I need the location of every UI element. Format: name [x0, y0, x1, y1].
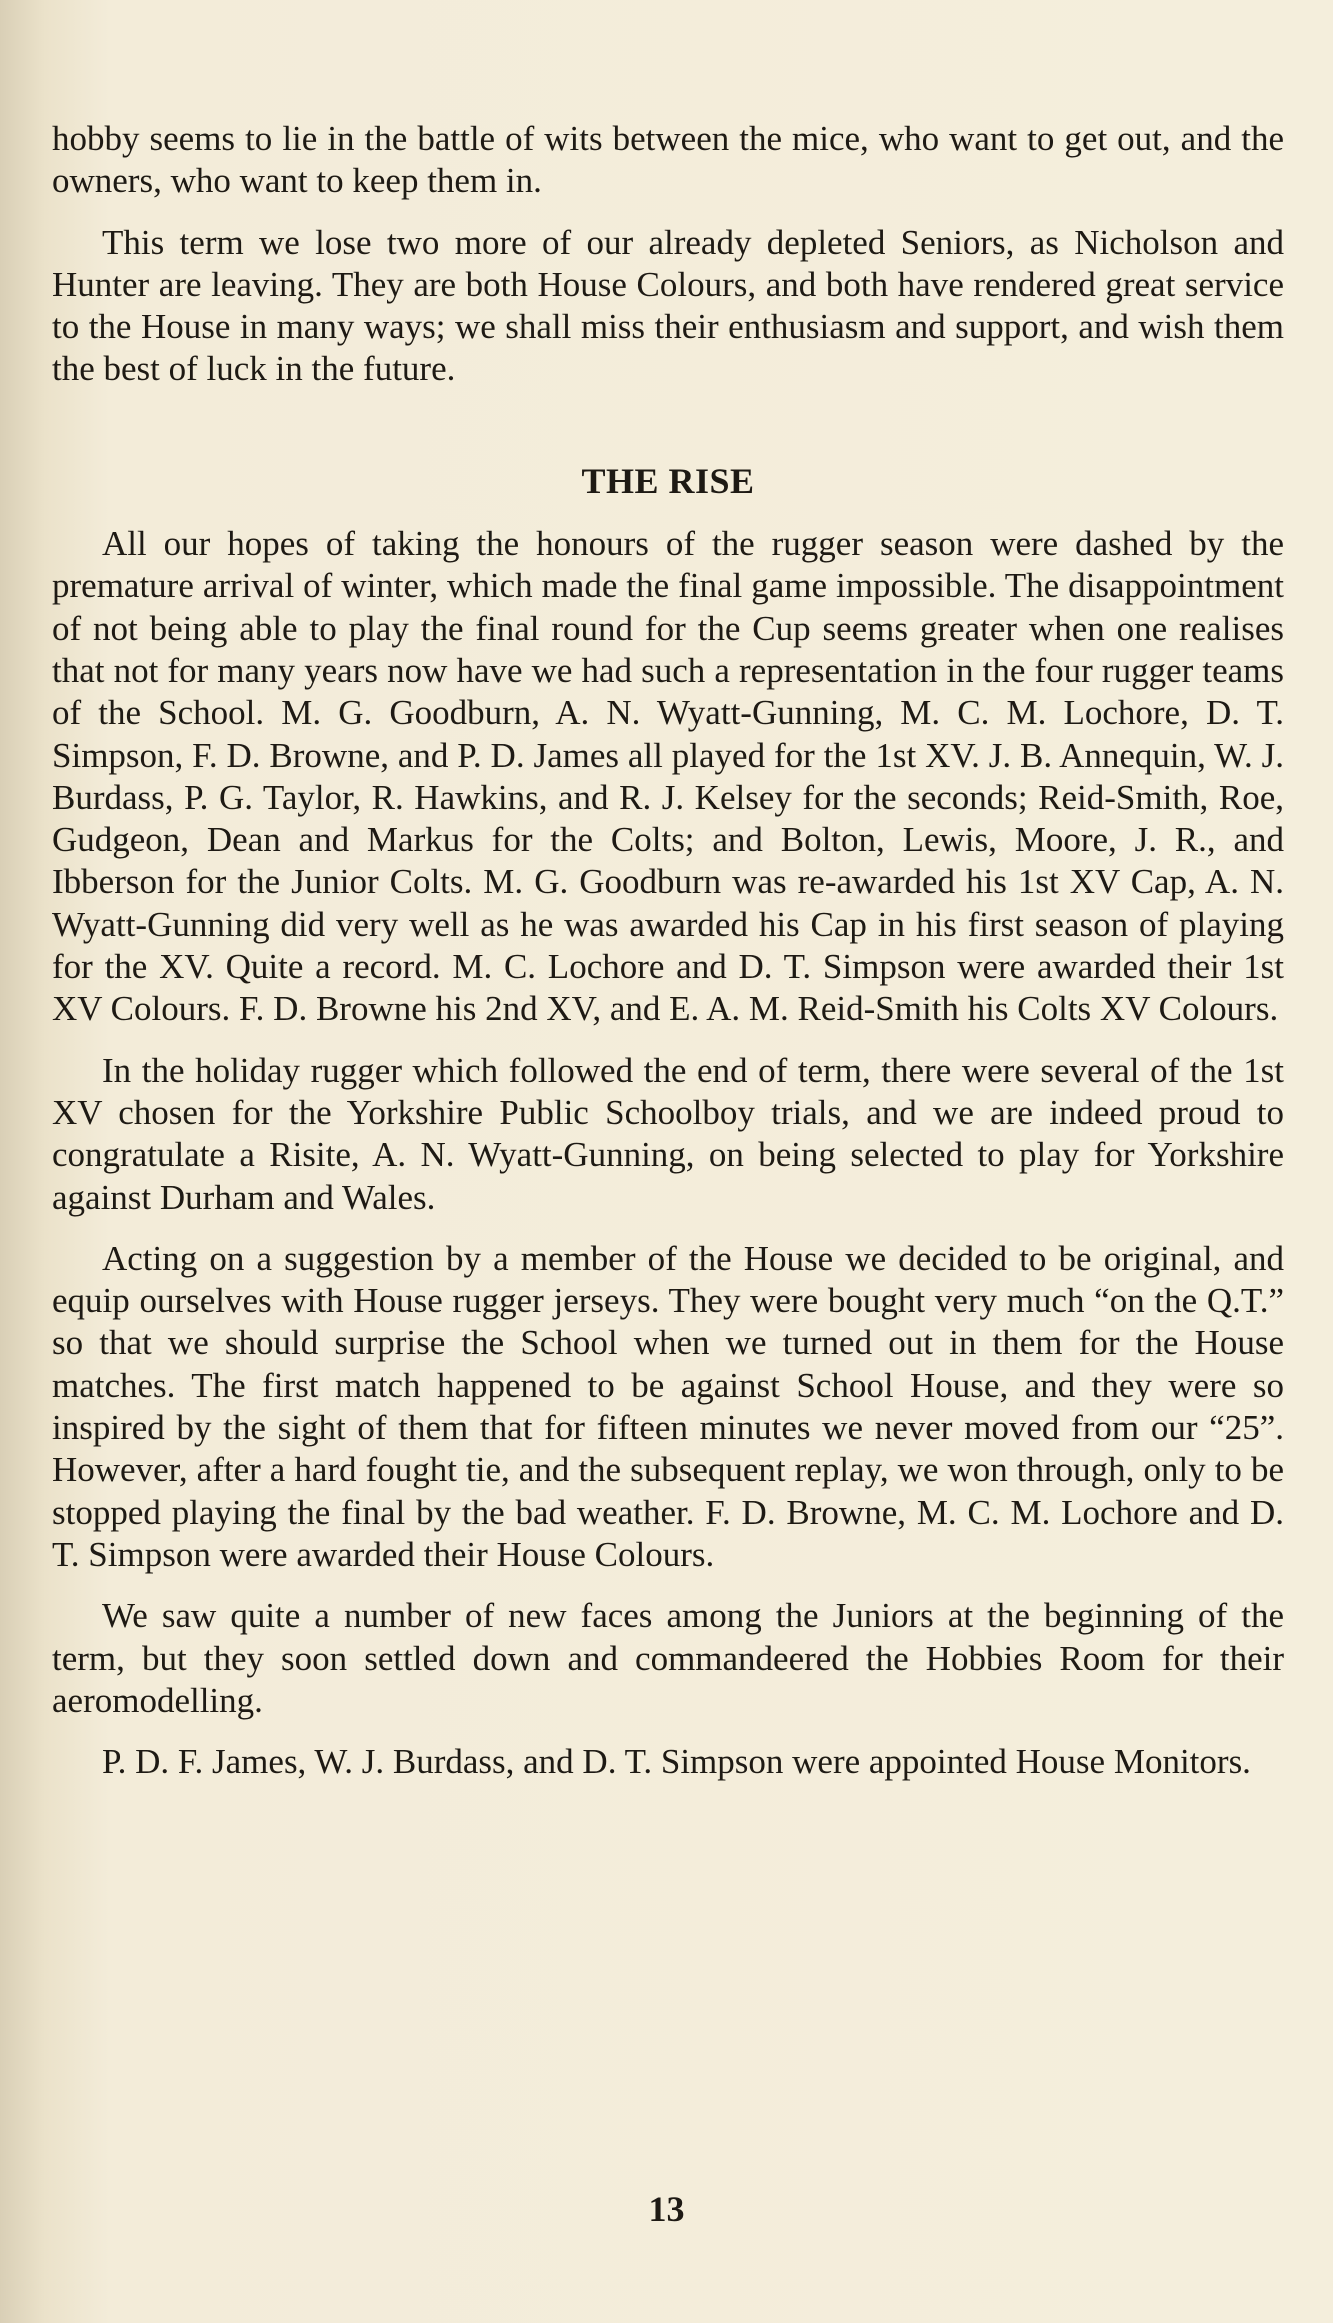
paragraph: This term we lose two more of our already depleted Seniors, as Nicholson and Hunter are leaving. They are both House Colours, and both have rendered great service to the House in many ways; we shall miss their enthusiasm and support, and wish them the best of luck in the future. — [52, 222, 1284, 389]
paragraph: P. D. F. James, W. J. Burdass, and D. T. Simpson were appointed House Monitors. — [102, 1742, 1251, 1782]
section-heading: THE RISE — [581, 460, 755, 501]
paragraph: hobby seems to lie in the battle of wits between the mice, who want to get out, and the owners, who want to keep them in. — [52, 119, 1284, 201]
paragraph: All our hopes of taking the honours of the rugger season were dashed by the premature arrival of winter, which made the final game impossible. The disappointment of not being able to play the final round for the Cup seems greater when one realises that not for many years now have we had such a representation in the four rugger teams of the School. M. G. Goodburn, A. N. Wyatt-Gunning, M. C. M. Lochore, D. T. Simpson, F. D. Browne, and P. D. James all played for the 1st XV. J. B. Annequin, W. J. Burdass, P. G. Taylor, R. Hawkins, and R. J. Kelsey for the seconds; Reid-Smith, Roe, Gudgeon, Dean and Markus for the Colts; and Bolton, Lewis, Moore, J. R., and Ibberson for the Junior Colts. M. G. Goodburn was re-awarded his 1st XV Cap, A. N. Wyatt-Gunning did very well as he was awarded his Cap in his first season of playing for the XV. Quite a record. M. C. Lochore and D. T. Simpson were awarded their 1st XV Colours. F. D. Browne his 2nd XV, and E. A. M. Reid-Smith his Colts XV Colours. — [52, 524, 1284, 1029]
paragraph: We saw quite a number of new faces among the Juniors at the beginning of the term, but they soon settled down and commandeered the Hobbies Room for their aeromodelling. — [52, 1596, 1284, 1720]
paragraph: In the holiday rugger which followed the end of term, there were several of the 1st XV chosen for the Yorkshire Public Schoolboy trials, and we are indeed proud to congratulate a Risite, A. N. Wyatt-Gunning, on being selected to play for Yorkshire against Durham and Wales. — [52, 1050, 1284, 1217]
page-body — [52, 118, 1284, 1802]
paragraph: Acting on a suggestion by a member of the House we decided to be original, and equip ourselves with House rugger jerseys. They were bought very much “on the Q.T.” so that we should surprise the School when we turned out in them for the House matches. The first match happened to be against School House, and they were so inspired by the sight of them that for fifteen minutes we never moved from our “25”. However, after a hard fought tie, and the subsequent replay, we won through, only to be stopped playing the final by the bad weather. F. D. Browne, M. C. M. Lochore and D. T. Simpson were awarded their House Colours. — [52, 1238, 1284, 1574]
page-number: 13 — [648, 2189, 685, 2229]
